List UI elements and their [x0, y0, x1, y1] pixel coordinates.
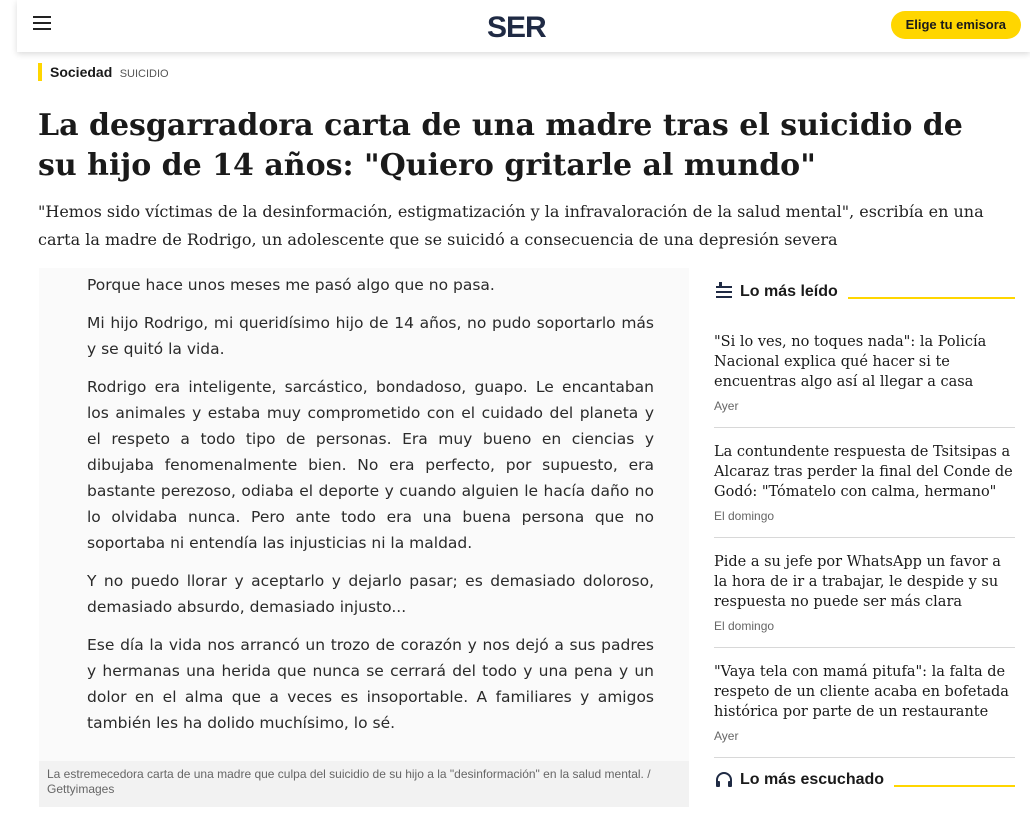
svg-text:SER: SER [487, 12, 546, 40]
letter-image [39, 268, 689, 761]
most-read-item[interactable] [714, 648, 1015, 758]
hamburger-menu-icon[interactable] [33, 16, 51, 34]
article-subheadline: "Hemos sido víctimas de la desinformación, estigmatización y la infravaloración de la salud mental", escribía en una carta la madre de Rodrigo, un adolescente que se suicidó a consecuencia de una depresión severa [38, 202, 984, 249]
section-category-link[interactable]: Sociedad [50, 64, 113, 80]
section-tag-link[interactable]: SUICIDIO [119, 68, 169, 80]
news-date: El domingo [714, 509, 775, 523]
letter-paragraph: Y no puedo llorar y aceptarlo y dejarlo pasar; es demasiado doloroso, demasiado absurdo, demasiado injusto... [87, 572, 654, 616]
news-title-link[interactable]: "Si lo ves, no toques nada": la Policía Nacional explica qué hacer si te encuentras algo así al llegar a casa [714, 334, 987, 390]
news-title-link[interactable]: Pide a su jefe por WhatsApp un favor a la hora de ir a trabajar, le despide y su respuesta no puede ser más clara [714, 554, 1001, 610]
site-header [17, 0, 1030, 52]
letter-paragraph: Mi hijo Rodrigo, mi queridísimo hijo de 14 años, no pudo soportarlo más y se quitó la vida. [87, 314, 654, 358]
headphones-icon [714, 770, 734, 790]
sidebar [714, 280, 1015, 792]
article-headline: La desgarradora carta de una madre tras el suicidio de su hijo de 14 años: "Quiero gritarle al mundo" [38, 108, 963, 183]
choose-station-button[interactable]: Elige tu emisora [891, 11, 1021, 39]
section-divider [848, 297, 1015, 299]
letter-paragraph: Ese día la vida nos arrancó un trozo de corazón y nos dejó a sus padres y hermanas una herida que nunca se cerrará del todo y una pena y un dolor en el alma que a veces es insoportable. A familiares y amigos también les ha dolido muchísimo, lo sé. [87, 636, 654, 732]
most-read-header [714, 280, 1015, 304]
news-date: Ayer [714, 399, 739, 413]
ser-logo[interactable] [487, 12, 567, 40]
most-read-item[interactable] [714, 428, 1015, 538]
most-heard-title: Lo más escuchado [740, 771, 885, 788]
news-date: Ayer [714, 729, 739, 743]
section-label [38, 63, 169, 81]
most-read-item[interactable] [714, 318, 1015, 428]
most-heard-header [714, 768, 1015, 792]
ranking-icon [714, 282, 734, 302]
news-title-link[interactable]: La contundente respuesta de Tsitsipas a Alcaraz tras perder la final del Conde de Godó: "Tómatelo con calma, hermano" [714, 444, 1013, 500]
news-title-link[interactable]: "Vaya tela con mamá pitufa": la falta de respeto de un cliente acaba en bofetada histórica por parte de un restaurante [714, 664, 1009, 720]
most-read-item[interactable] [714, 538, 1015, 648]
article-figure [39, 268, 689, 807]
letter-paragraph: Rodrigo era inteligente, sarcástico, bondadoso, guapo. Le encantaban los animales y estaba muy comprometido con el cuidado del planeta y el respeto a todo tipo de personas. Era muy bueno en ciencias y dibujaba fenomenalmente bien. No era perfecto, por supuesto, era bastante perezoso, odiaba el deporte y cuando alguien le hacía daño no lo olvidaba nunca. Pero ante todo era una buena persona que no soportaba ni entendía las injusticias ni la maldad. [87, 378, 654, 552]
section-divider [894, 785, 1015, 787]
letter-paragraph: Porque hace unos meses me pasó algo que no pasa. [87, 276, 495, 294]
image-caption: La estremecedora carta de una madre que culpa del suicidio de su hijo a la "desinformación" en la salud mental. / Gettyimages [39, 761, 689, 807]
most-read-title: Lo más leído [740, 283, 838, 300]
news-date: El domingo [714, 619, 775, 633]
